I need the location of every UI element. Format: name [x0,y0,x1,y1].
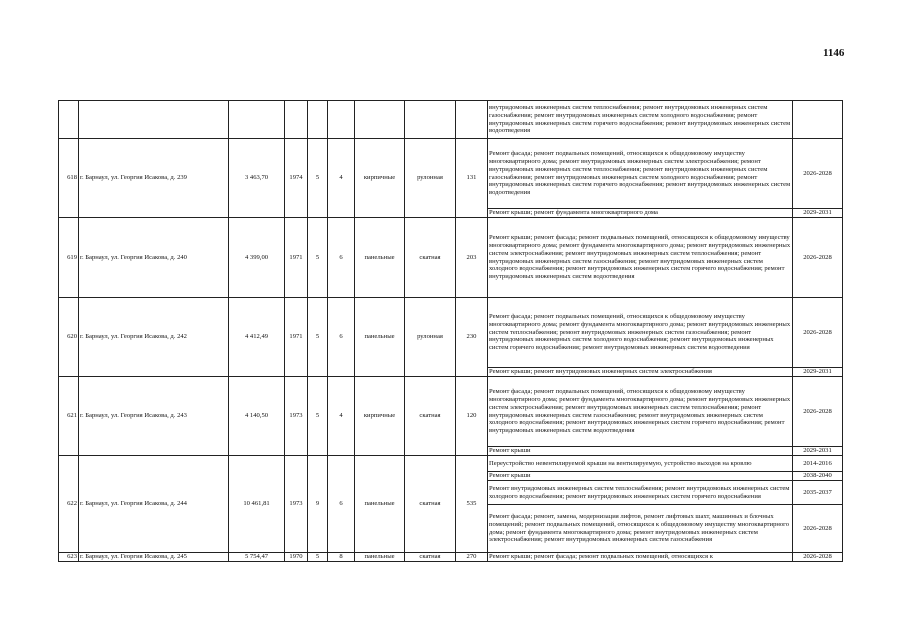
repair-period: 2026-2028 [793,218,843,298]
floors-count: 5 [308,553,328,562]
roof-type: рулонная [405,139,456,218]
total-area: 5 754,47 [229,553,285,562]
floors-count: 5 [308,377,328,456]
repair-works: Ремонт крыши; ремонт фасада; ремонт подвальных помещений, относящихся к [488,553,793,562]
row-number: 622 [59,456,79,553]
build-year: 1973 [285,377,308,456]
residents-count: 120 [456,377,488,456]
roof-type: скатная [405,553,456,562]
residents-count: 230 [456,298,488,377]
wall-material: кирпичные [355,377,405,456]
wall-material: панельные [355,298,405,377]
table-body [59,101,843,562]
table-row [59,298,843,368]
entrances-count: 4 [328,139,355,218]
repair-period: 2038-2040 [793,472,843,481]
repair-period: 2026-2028 [793,298,843,368]
floors-count: 5 [308,218,328,298]
housing-repair-table [58,100,843,562]
floors-count: 5 [308,139,328,218]
build-year: 1974 [285,139,308,218]
building-address: г. Барнаул, ул. Георгия Исакова, д. 242 [79,298,229,377]
row-number: 618 [59,139,79,218]
building-address: г. Барнаул, ул. Георгия Исакова, д. 245 [79,553,229,562]
build-year: 1973 [285,456,308,553]
residents-count: 131 [456,139,488,218]
row-number [59,101,79,139]
repair-period: 2026-2028 [793,377,843,447]
repair-period: 2029-2031 [793,447,843,456]
page-number: 1146 [823,47,845,59]
residents-count: 270 [456,553,488,562]
table-row [59,139,843,209]
repair-period: 2026-2028 [793,505,843,553]
repair-works: Ремонт крыши [488,472,793,481]
entrances-count: 8 [328,553,355,562]
repair-works: Ремонт крыши; ремонт фундамента многоквартирного дома [488,209,793,218]
repair-works: Ремонт фасада; ремонт подвальных помещений, относящихся к общедомовому имуществу многоквартирного дома; ремонт фундамента многоквартирного дома; ремонт внутридомовых инженерных систем электроснабжения; ремонт внутридомовых инженерных систем теплоснабжения; ремонт внутридомовых инженерных систем газоснабжения; ремонт внутридомовых инженерных систем холодного водоснабжения; ремонт внутридомовых инженерных систем горячего водоснабжения; ремонт внутридомовых инженерных систем водоотведения [488,377,793,447]
repair-works: Ремонт фасада; ремонт подвальных помещений, относящихся к общедомовому имуществу многоквартирного дома; ремонт фундамента многоквартирного дома; ремонт внутридомовых инженерных систем теплоснабжения; ремонт внутридомовых инженерных систем газоснабжения; ремонт внутридомовых инженерных систем холодного водоснабжения; ремонт внутридомовых инженерных систем горячего водоснабжения; ремонт внутридомовых инженерных систем водоотведения [488,298,793,368]
table-row [59,101,843,139]
wall-material: панельные [355,218,405,298]
building-address: г. Барнаул, ул. Георгия Исакова, д. 239 [79,139,229,218]
floors-count [308,101,328,139]
row-number: 621 [59,377,79,456]
table-row [59,553,843,562]
total-area: 4 412,49 [229,298,285,377]
repair-works: Ремонт крыши; ремонт внутридомовых инженерных систем электроснабжения [488,368,793,377]
row-number: 623 [59,553,79,562]
repair-period: 2026-2028 [793,553,843,562]
wall-material [355,101,405,139]
repair-period: 2029-2031 [793,368,843,377]
repair-period: 2026-2028 [793,139,843,209]
table-row [59,218,843,298]
repair-works: Ремонт фасада; ремонт, замена, модернизация лифтов, ремонт лифтовых шахт, машинных и блочных помещений; ремонт подвальных помещений, относящихся к общедомовому имуществу многоквартирного дома; ремонт фундамента многоквартирного дома; ремонт внутридомовых инженерных систем электроснабжения; ремонт внутридомовых инженерных систем газоснабжения [488,505,793,553]
repair-works: Ремонт внутридомовых инженерных систем теплоснабжения; ремонт внутридомовых инженерных систем холодного водоснабжения; ремонт внутридомовых инженерных систем горячего водоснабжения [488,481,793,505]
residents-count: 535 [456,456,488,553]
floors-count: 5 [308,298,328,377]
roof-type [405,101,456,139]
repair-period: 2014-2016 [793,456,843,472]
building-address: г. Барнаул, ул. Георгия Исакова, д. 240 [79,218,229,298]
total-area: 4 140,50 [229,377,285,456]
floors-count: 9 [308,456,328,553]
repair-works: Переустройство невентилируемой крыши на вентилируемую, устройство выходов на кровлю [488,456,793,472]
table-row [59,377,843,447]
entrances-count: 6 [328,298,355,377]
entrances-count: 6 [328,456,355,553]
wall-material: кирпичные [355,139,405,218]
total-area: 10 461,81 [229,456,285,553]
repair-period [793,101,843,139]
residents-count [456,101,488,139]
wall-material: панельные [355,553,405,562]
total-area [229,101,285,139]
repair-period: 2029-2031 [793,209,843,218]
building-address [79,101,229,139]
table-row [59,456,843,472]
entrances-count: 4 [328,377,355,456]
roof-type: скатная [405,456,456,553]
wall-material: панельные [355,456,405,553]
roof-type: скатная [405,218,456,298]
repair-works: Ремонт крыши; ремонт фасада; ремонт подвальных помещений, относящихся к общедомовому имуществу многоквартирного дома; ремонт фундамента многоквартирного дома; ремонт внутридомовых инженерных систем электроснабжения; ремонт внутридомовых инженерных систем теплоснабжения; ремонт внутридомовых инженерных систем газоснабжения; ремонт внутридомовых инженерных систем холодного водоснабжения; ремонт внутридомовых инженерных систем горячего водоснабжения; ремонт внутридомовых инженерных систем водоотведения [488,218,793,298]
building-address: г. Барнаул, ул. Георгия Исакова, д. 243 [79,377,229,456]
building-address: г. Барнаул, ул. Георгия Исакова, д. 244 [79,456,229,553]
entrances-count: 6 [328,218,355,298]
build-year [285,101,308,139]
build-year: 1971 [285,218,308,298]
roof-type: рулонная [405,298,456,377]
roof-type: скатная [405,377,456,456]
total-area: 4 399,00 [229,218,285,298]
build-year: 1970 [285,553,308,562]
entrances-count [328,101,355,139]
repair-works: Ремонт фасада; ремонт подвальных помещений, относящихся к общедомовому имуществу многоквартирного дома; ремонт внутридомовых инженерных систем электроснабжения; ремонт внутридомовых инженерных систем теплоснабжения; ремонт внутридомовых инженерных систем газоснабжения; ремонт внутридомовых инженерных систем холодного водоснабжения; ремонт внутридомовых инженерных систем горячего водоснабжения; ремонт внутридомовых инженерных систем водоотведения [488,139,793,209]
build-year: 1971 [285,298,308,377]
total-area: 3 463,70 [229,139,285,218]
row-number: 620 [59,298,79,377]
repair-works: Ремонт крыши [488,447,793,456]
residents-count: 203 [456,218,488,298]
repair-period: 2035-2037 [793,481,843,505]
row-number: 619 [59,218,79,298]
repair-works: внутридомовых инженерных систем теплоснабжения; ремонт внутридомовых инженерных систем газоснабжения; ремонт внутридомовых инженерных систем холодного водоснабжения; ремонт внутридомовых инженерных систем горячего водоснабжения; ремонт внутридомовых инженерных систем водоотведения [488,101,793,139]
